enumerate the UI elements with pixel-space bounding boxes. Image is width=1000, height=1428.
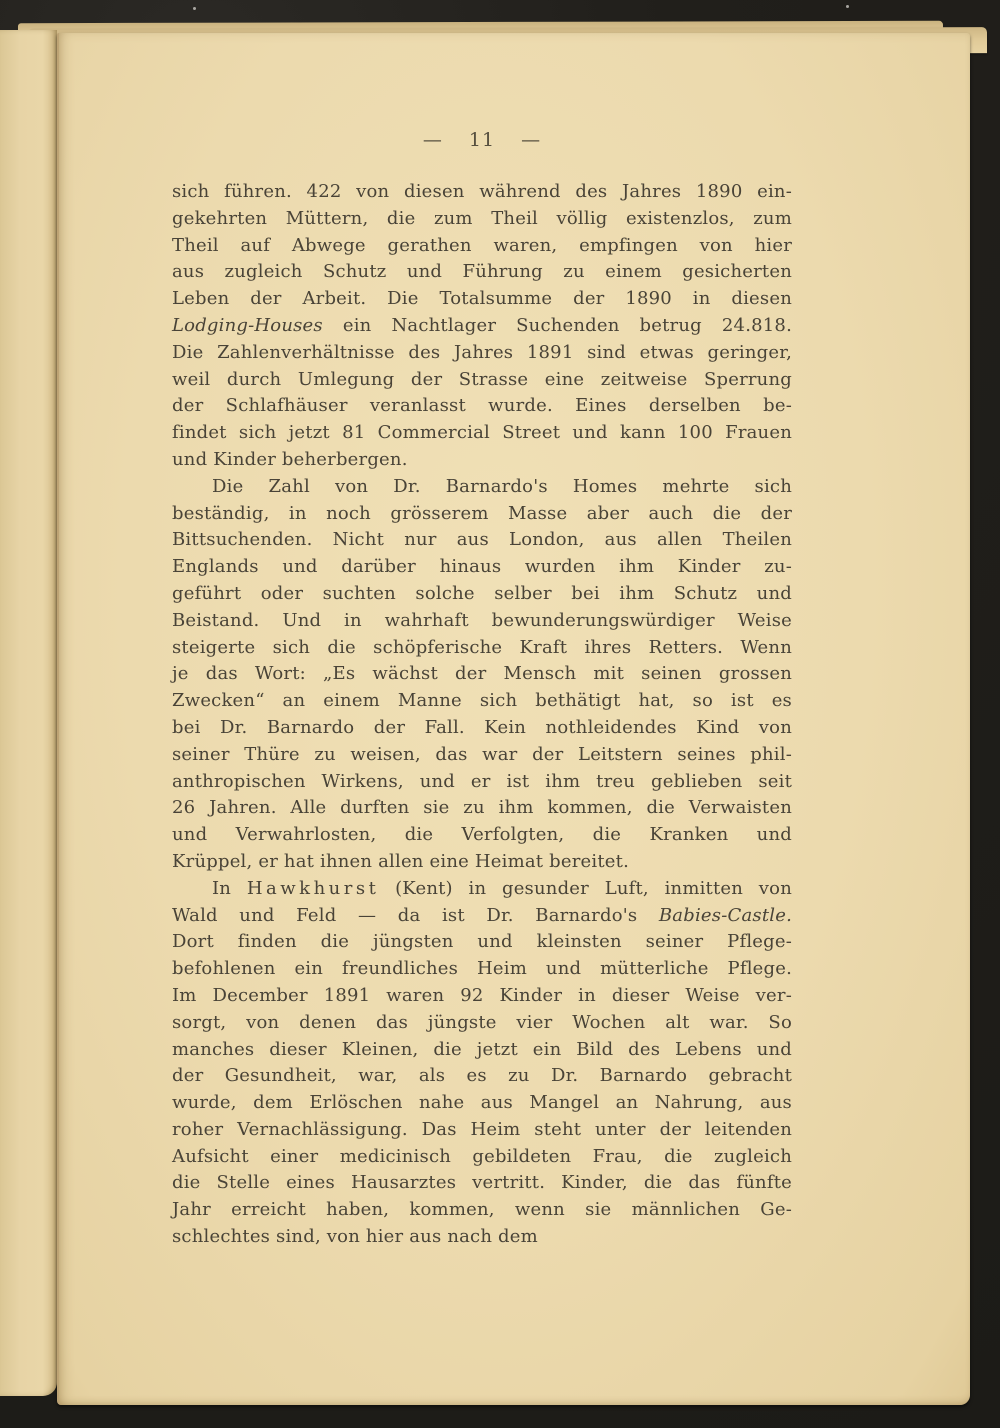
text-line: Leben der Arbeit. Die Totalsumme der 1890 in diesen xyxy=(172,288,792,310)
text-line: die Stelle eines Hausarztes vertritt. Kinder, die das fünfte xyxy=(172,1172,792,1194)
book-page xyxy=(57,33,970,1405)
text-line: befohlenen ein freundliches Heim und mütterliche Pflege. xyxy=(172,958,792,980)
text-line: findet sich jetzt 81 Commercial Street und kann 100 Frauen xyxy=(172,422,792,444)
text-line: beständig, in noch grösserem Masse aber auch die der xyxy=(172,502,792,524)
text-line: geführt oder suchten solche selber bei ihm Schutz und xyxy=(172,582,792,604)
text-line: Zwecken“ an einem Manne sich bethätigt hat, so ist es xyxy=(172,690,792,712)
text-line: der Schlafhäuser veranlasst wurde. Eines derselben be- xyxy=(172,395,792,417)
header-dash-left: — xyxy=(422,129,443,151)
text-line: schlechtes sind, von hier aus nach dem xyxy=(172,1226,538,1248)
text-line: Jahr erreicht haben, kommen, wenn sie männlichen Ge- xyxy=(172,1199,792,1221)
facing-page-gutter xyxy=(0,30,57,1396)
text-line: seiner Thüre zu weisen, das war der Leitstern seines phil- xyxy=(172,743,792,765)
text-line: manches dieser Kleinen, die jetzt ein Bild des Lebens und xyxy=(172,1038,792,1060)
text-line: sich führen. 422 von diesen während des Jahres 1890 ein- xyxy=(172,181,792,202)
text-line: Die Zahl von Dr. Barnardo's Homes mehrte sich xyxy=(212,475,792,497)
text-line: aus zugleich Schutz und Führung zu einem gesicherten xyxy=(172,261,792,283)
text-line: Dort finden die jüngsten und kleinsten seiner Pflege- xyxy=(172,931,792,953)
text-line: 26 Jahren. Alle durften sie zu ihm kommen, die Verwaisten xyxy=(172,797,792,819)
text-line: gekehrten Müttern, die zum Theil völlig existenzlos, zum xyxy=(172,207,792,229)
text-line: und Verwahrlosten, die Verfolgten, die Kranken und xyxy=(172,824,792,846)
text-block xyxy=(172,179,792,1251)
text-line: und Kinder beherbergen. xyxy=(172,448,408,470)
text-line: Lodging-Houses ein Nachtlager Suchenden betrug 24.818. xyxy=(172,314,792,336)
text-line: In Hawkhurst (Kent) in gesunder Luft, inmitten von xyxy=(212,877,792,899)
text-line: steigerte sich die schöpferische Kraft ihres Retters. Wenn xyxy=(172,636,792,658)
header-dash-right: — xyxy=(521,129,542,151)
page-header xyxy=(172,129,792,151)
text-line: Die Zahlenverhältnisse des Jahres 1891 sind etwas geringer, xyxy=(172,341,792,363)
text-line: Bittsuchenden. Nicht nur aus London, aus allen Theilen xyxy=(172,529,792,551)
text-line: Englands und darüber hinaus wurden ihm Kinder zu- xyxy=(172,556,792,578)
text-line: roher Vernachlässigung. Das Heim steht unter der leitenden xyxy=(172,1118,792,1140)
text-line: Im December 1891 waren 92 Kinder in dieser Weise ver- xyxy=(172,984,792,1006)
text-line: anthropischen Wirkens, und er ist ihm treu geblieben seit xyxy=(172,770,792,792)
text-line: wurde, dem Erlöschen nahe aus Mangel an Nahrung, aus xyxy=(172,1092,792,1114)
text-line: Beistand. Und in wahrhaft bewunderungswürdiger Weise xyxy=(172,609,792,631)
text-line: weil durch Umlegung der Strasse eine zeitweise Sperrung xyxy=(172,368,792,390)
text-line: Wald und Feld — da ist Dr. Barnardo's Babies-Castle. xyxy=(172,904,792,926)
text-line: je das Wort: „Es wächst der Mensch mit seinen grossen xyxy=(172,663,792,685)
text-line: Krüppel, er hat ihnen allen eine Heimat bereitet. xyxy=(172,850,629,872)
text-line: sorgt, von denen das jüngste vier Wochen alt war. So xyxy=(172,1011,792,1033)
dust-speck xyxy=(193,7,196,10)
page-number: 11 xyxy=(468,129,496,151)
text-line: Aufsicht einer medicinisch gebildeten Frau, die zugleich xyxy=(172,1145,792,1167)
text-line: Theil auf Abwege gerathen waren, empfingen von hier xyxy=(172,234,792,256)
text-line: bei Dr. Barnardo der Fall. Kein nothleidendes Kind von xyxy=(172,716,792,738)
dust-speck xyxy=(846,5,849,8)
text-line: der Gesundheit, war, als es zu Dr. Barnardo gebracht xyxy=(172,1065,792,1087)
